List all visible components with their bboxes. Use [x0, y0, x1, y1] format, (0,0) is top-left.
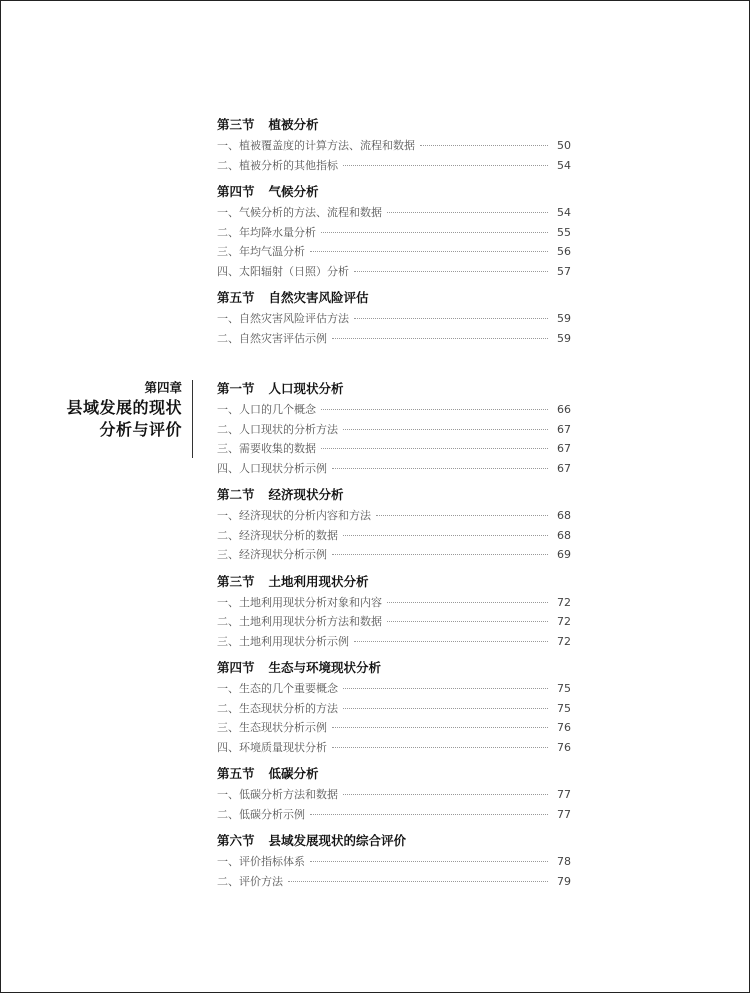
toc-entry[interactable] — [217, 805, 571, 825]
dot-leader — [310, 861, 548, 862]
toc-entry-label: 二、生态现状分析的方法 — [217, 701, 338, 715]
toc-entry-page-number: 76 — [557, 721, 571, 734]
section-title: 植被分析 — [268, 117, 319, 132]
dot-leader — [343, 688, 548, 689]
toc-entry-page-number: 50 — [557, 139, 571, 152]
table-of-contents — [217, 114, 571, 891]
toc-entry-page-number: 76 — [557, 740, 571, 754]
toc-entry-page-number: 77 — [557, 807, 571, 821]
toc-entry[interactable] — [217, 203, 571, 223]
dot-leader — [343, 165, 548, 166]
section-heading[interactable] — [217, 571, 571, 593]
toc-entry[interactable] — [217, 439, 571, 459]
toc-entry[interactable] — [217, 329, 571, 349]
toc-entry[interactable] — [217, 738, 571, 758]
dot-leader — [376, 515, 548, 516]
toc-entry-label: 一、生态的几个重要概念 — [217, 682, 338, 695]
section-number: 第五节 — [217, 290, 255, 305]
toc-entry-label: 三、需要收集的数据 — [217, 442, 316, 455]
section-heading[interactable] — [217, 484, 571, 506]
section-number: 第三节 — [217, 117, 255, 132]
toc-entry-label: 三、年均气温分析 — [217, 245, 305, 258]
dot-leader — [310, 251, 548, 252]
dot-leader — [332, 747, 548, 748]
section-heading[interactable] — [217, 114, 571, 136]
dot-leader — [321, 409, 548, 410]
toc-entry-page-number: 68 — [557, 509, 571, 522]
dot-leader — [321, 448, 548, 449]
section-title: 自然灾害风险评估 — [268, 290, 369, 305]
toc-entry-label: 三、经济现状分析示例 — [217, 548, 327, 561]
dot-leader — [420, 145, 548, 146]
chapter-title-line-1: 县域发展的现状 — [66, 398, 182, 417]
section-title: 低碳分析 — [268, 766, 319, 781]
section-heading[interactable] — [217, 763, 571, 785]
toc-entry[interactable] — [217, 699, 571, 719]
toc-entry-page-number: 77 — [557, 788, 571, 801]
toc-entry[interactable] — [217, 400, 571, 420]
toc-entry-page-number: 79 — [557, 874, 571, 888]
toc-entry[interactable] — [217, 223, 571, 243]
toc-entry-page-number: 67 — [557, 442, 571, 455]
dot-leader — [310, 814, 548, 815]
toc-entry[interactable] — [217, 852, 571, 872]
toc-entry-page-number: 67 — [557, 422, 571, 436]
dot-leader — [332, 468, 548, 469]
toc-entry-label: 二、土地利用现状分析方法和数据 — [217, 615, 382, 628]
toc-entry-label: 三、土地利用现状分析示例 — [217, 634, 349, 648]
toc-entry[interactable] — [217, 718, 571, 738]
toc-entry[interactable] — [217, 420, 571, 440]
toc-entry-page-number: 59 — [557, 312, 571, 325]
dot-leader — [354, 641, 548, 642]
toc-entry-label: 四、人口现状分析示例 — [217, 461, 327, 475]
toc-entry-label: 三、生态现状分析示例 — [217, 721, 327, 734]
toc-entry-label: 二、自然灾害评估示例 — [217, 331, 327, 345]
toc-entry-page-number: 67 — [557, 461, 571, 475]
toc-entry[interactable] — [217, 872, 571, 892]
section-title: 人口现状分析 — [268, 381, 344, 396]
section-number: 第一节 — [217, 381, 255, 396]
toc-entry-page-number: 72 — [557, 634, 571, 648]
toc-entry[interactable] — [217, 785, 571, 805]
section-number: 第六节 — [217, 833, 255, 848]
dot-leader — [332, 554, 548, 555]
section-heading[interactable] — [217, 287, 571, 309]
dot-leader — [332, 338, 548, 339]
dot-leader — [332, 727, 548, 728]
section-title: 县域发展现状的综合评价 — [268, 833, 407, 848]
dot-leader — [343, 708, 548, 709]
section-number: 第二节 — [217, 487, 255, 502]
dot-leader — [343, 794, 548, 795]
chapter-title-line-2: 分析与评价 — [99, 420, 182, 439]
chapter-heading — [66, 379, 182, 441]
dot-leader — [387, 621, 548, 622]
dot-leader — [343, 535, 548, 536]
toc-entry-label: 二、植被分析的其他指标 — [217, 158, 338, 172]
section-number: 第三节 — [217, 573, 255, 589]
section-heading[interactable] — [217, 830, 571, 852]
dot-leader — [321, 232, 548, 233]
dot-leader — [354, 271, 548, 272]
toc-entry-page-number: 54 — [557, 158, 571, 172]
toc-entry-label: 一、人口的几个概念 — [217, 403, 316, 416]
toc-entry[interactable] — [217, 262, 571, 282]
toc-entry-label: 四、环境质量现状分析 — [217, 740, 327, 754]
toc-entry-label: 一、经济现状的分析内容和方法 — [217, 509, 371, 522]
toc-entry-label: 一、土地利用现状分析对象和内容 — [217, 595, 382, 609]
toc-entry[interactable] — [217, 506, 571, 526]
section-title: 气候分析 — [268, 184, 319, 199]
section-number: 第五节 — [217, 766, 255, 781]
chapter-divider-rule — [192, 380, 193, 458]
toc-entry-page-number: 68 — [557, 528, 571, 542]
toc-entry-label: 四、太阳辐射（日照）分析 — [217, 264, 349, 278]
toc-entry-label: 一、自然灾害风险评估方法 — [217, 312, 349, 325]
toc-entry[interactable] — [217, 612, 571, 632]
dot-leader — [387, 212, 548, 213]
toc-entry[interactable] — [217, 156, 571, 176]
toc-entry[interactable] — [217, 679, 571, 699]
section-number: 第四节 — [217, 660, 255, 675]
toc-entry-page-number: 55 — [557, 225, 571, 239]
toc-entry-page-number: 59 — [557, 331, 571, 345]
section-heading[interactable] — [217, 181, 571, 203]
toc-entry-label: 二、评价方法 — [217, 874, 283, 888]
toc-entry-label: 二、年均降水量分析 — [217, 225, 316, 239]
toc-entry[interactable] — [217, 632, 571, 652]
chapter-number: 第四章 — [144, 380, 182, 395]
section-number: 第四节 — [217, 184, 255, 199]
toc-entry-page-number: 78 — [557, 855, 571, 868]
section-heading[interactable] — [217, 378, 571, 400]
dot-leader — [288, 881, 548, 882]
toc-entry[interactable] — [217, 309, 571, 329]
toc-entry-page-number: 75 — [557, 701, 571, 715]
toc-entry-page-number: 72 — [557, 595, 571, 609]
dot-leader — [343, 429, 548, 430]
toc-entry-label: 一、气候分析的方法、流程和数据 — [217, 206, 382, 219]
toc-entry-label: 一、植被覆盖度的计算方法、流程和数据 — [217, 139, 415, 152]
toc-entry-page-number: 69 — [557, 548, 571, 561]
toc-entry-page-number: 54 — [557, 206, 571, 219]
toc-entry[interactable] — [217, 136, 571, 156]
toc-entry[interactable] — [217, 242, 571, 262]
toc-entry[interactable] — [217, 459, 571, 479]
section-title: 经济现状分析 — [268, 487, 344, 502]
toc-entry-page-number: 75 — [557, 682, 571, 695]
toc-entry-page-number: 57 — [557, 264, 571, 278]
toc-entry-page-number: 66 — [557, 403, 571, 416]
toc-entry-page-number: 72 — [557, 615, 571, 628]
toc-entry-page-number: 56 — [557, 245, 571, 258]
toc-entry[interactable] — [217, 545, 571, 565]
section-spacer — [217, 348, 571, 378]
section-title: 生态与环境现状分析 — [268, 660, 382, 675]
toc-entry[interactable] — [217, 526, 571, 546]
toc-entry-label: 一、低碳分析方法和数据 — [217, 788, 338, 801]
section-heading[interactable] — [217, 657, 571, 679]
section-title: 土地利用现状分析 — [268, 573, 369, 589]
toc-entry[interactable] — [217, 593, 571, 613]
toc-entry-label: 二、人口现状的分析方法 — [217, 422, 338, 436]
toc-entry-label: 二、低碳分析示例 — [217, 807, 305, 821]
toc-entry-label: 一、评价指标体系 — [217, 855, 305, 868]
dot-leader — [387, 602, 548, 603]
toc-entry-label: 二、经济现状分析的数据 — [217, 528, 338, 542]
dot-leader — [354, 318, 548, 319]
